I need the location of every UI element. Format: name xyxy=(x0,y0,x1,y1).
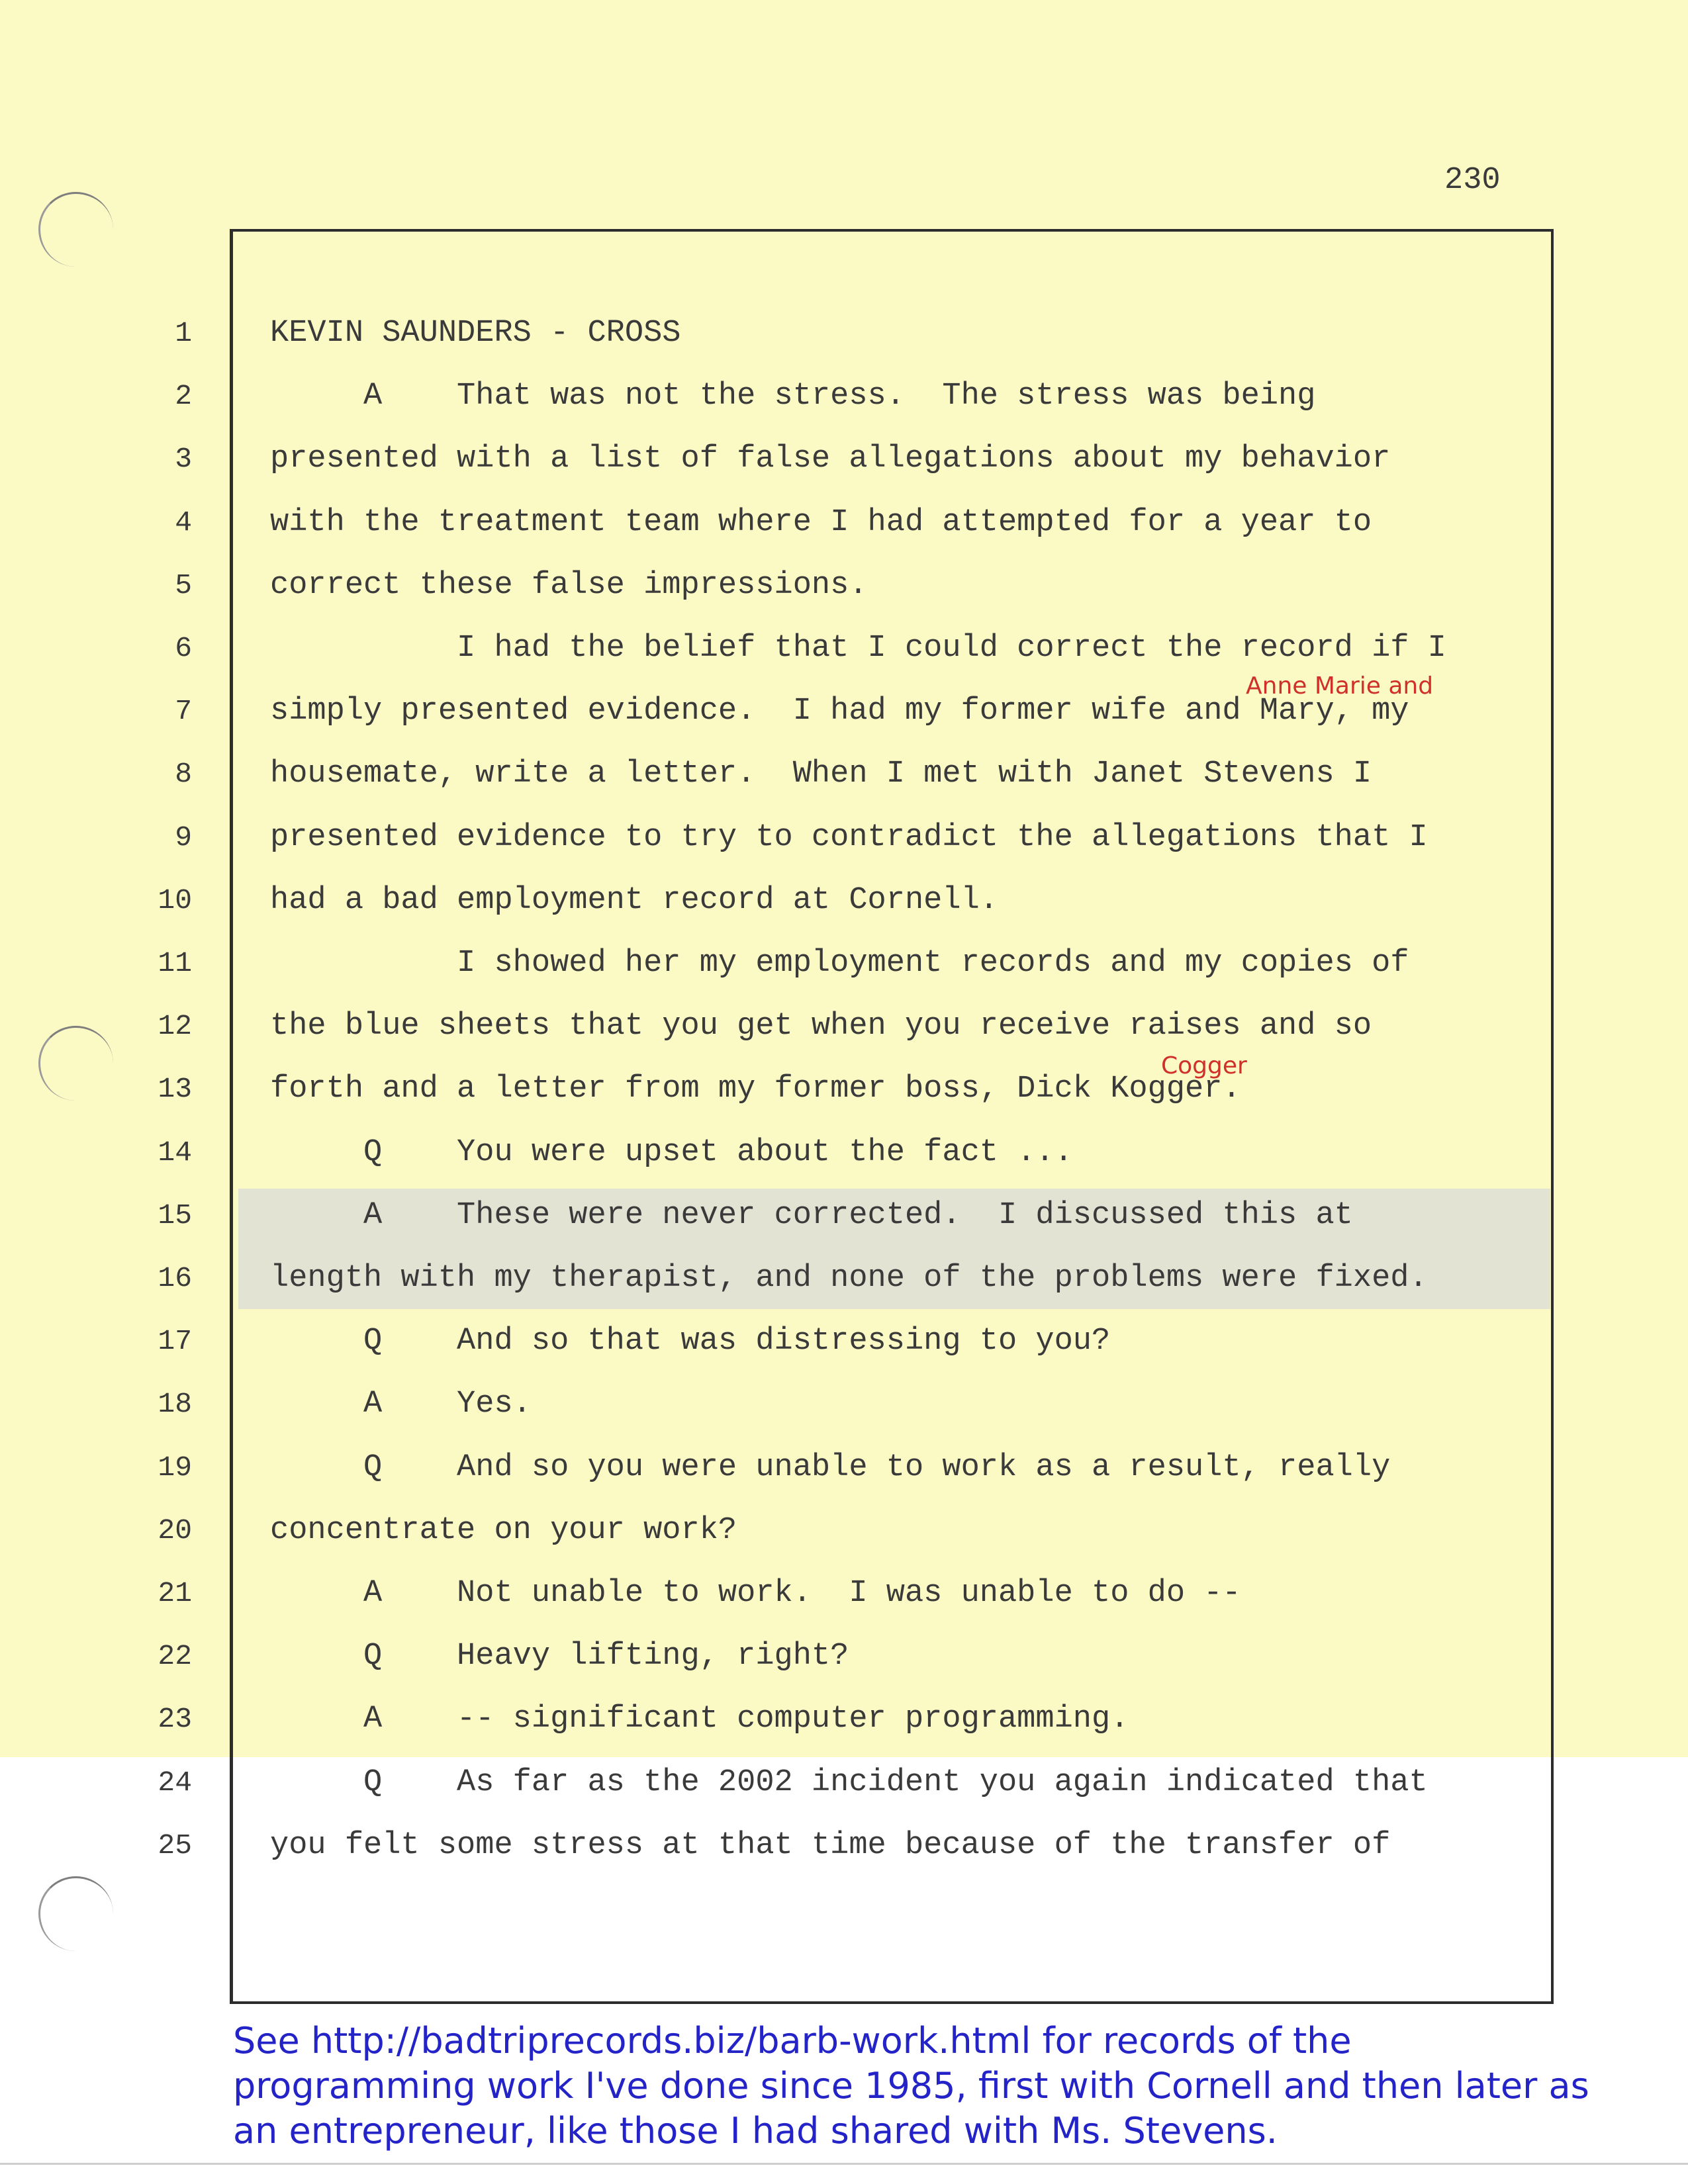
correction-annotation-line-7: Anne Marie and xyxy=(1246,672,1434,700)
punch-hole-top xyxy=(38,192,113,267)
transcript-line: forth and a letter from my former boss, Dick Kogger. xyxy=(270,1071,1241,1107)
transcript-line: presented evidence to try to contradict the allegations that I xyxy=(270,820,1428,855)
line-number: 12 xyxy=(158,1010,192,1042)
line-number: 5 xyxy=(175,569,192,602)
transcript-line: concentrate on your work? xyxy=(270,1513,737,1548)
transcript-line: Q As far as the 2002 incident you again indicated that xyxy=(270,1765,1428,1800)
line-number: 16 xyxy=(158,1262,192,1295)
footnote: See http://badtriprecords.biz/barb-work.html for records of the programming work I've done since 1985, first with Cornell and then later as an entrepreneur, like those I had shared with Ms. Stevens. xyxy=(233,2020,1589,2152)
punch-hole-middle xyxy=(38,1026,113,1101)
transcript-line: presented with a list of false allegations about my behavior xyxy=(270,441,1391,477)
transcript-line: I had the belief that I could correct the record if I xyxy=(270,631,1446,666)
line-number: 21 xyxy=(158,1577,192,1610)
line-number: 15 xyxy=(158,1199,192,1232)
line-number: 13 xyxy=(158,1073,192,1105)
transcript-line: with the treatment team where I had attempted for a year to xyxy=(270,505,1372,540)
line-number: 25 xyxy=(158,1829,192,1862)
transcript-line: length with my therapist, and none of the problems were fixed. xyxy=(270,1261,1428,1296)
transcript-line: A These were never corrected. I discussed this at xyxy=(270,1198,1353,1233)
transcript-line: had a bad employment record at Cornell. xyxy=(270,883,998,918)
line-number: 4 xyxy=(175,506,192,539)
transcript-line: Q And so you were unable to work as a result, really xyxy=(270,1450,1391,1485)
transcript-line: A Not unable to work. I was unable to do -- xyxy=(270,1576,1241,1611)
line-number: 8 xyxy=(175,758,192,790)
transcript-line: A That was not the stress. The stress was being xyxy=(270,379,1316,414)
line-number: 3 xyxy=(175,443,192,475)
line-number: 2 xyxy=(175,380,192,412)
transcript-line: you felt some stress at that time because of the transfer of xyxy=(270,1828,1391,1863)
bottom-rule xyxy=(0,2163,1688,2165)
transcript-line: Q And so that was distressing to you? xyxy=(270,1324,1111,1359)
line-number: 17 xyxy=(158,1325,192,1357)
line-number: 7 xyxy=(175,695,192,727)
transcript-line: A -- significant computer programming. xyxy=(270,1702,1129,1737)
transcript-line: Q Heavy lifting, right? xyxy=(270,1639,849,1674)
line-number: 9 xyxy=(175,821,192,854)
line-number: 10 xyxy=(158,884,192,917)
line-number: 23 xyxy=(158,1703,192,1735)
transcript-line: I showed her my employment records and my copies of xyxy=(270,946,1409,981)
transcript-line: the blue sheets that you get when you receive raises and so xyxy=(270,1009,1372,1044)
punch-hole-bottom xyxy=(38,1876,113,1951)
line-number: 18 xyxy=(158,1388,192,1420)
line-number: 20 xyxy=(158,1514,192,1547)
margin-line xyxy=(230,229,233,2004)
transcript-line: A Yes. xyxy=(270,1387,532,1422)
correction-annotation-line-13: Cogger xyxy=(1161,1052,1247,1079)
transcript-line: KEVIN SAUNDERS - CROSS xyxy=(270,316,681,351)
line-number: 24 xyxy=(158,1766,192,1799)
transcript-line: housemate, write a letter. When I met with Janet Stevens I xyxy=(270,756,1372,792)
transcript-line: correct these false impressions. xyxy=(270,568,868,603)
line-number: 22 xyxy=(158,1640,192,1672)
page-number: 230 xyxy=(1444,163,1501,198)
transcript-line: simply presented evidence. I had my former wife and Mary, my xyxy=(270,694,1409,729)
transcript-line: Q You were upset about the fact ... xyxy=(270,1135,1073,1170)
line-number: 6 xyxy=(175,632,192,664)
line-number: 11 xyxy=(158,947,192,979)
line-number: 1 xyxy=(175,317,192,349)
line-number: 14 xyxy=(158,1136,192,1169)
line-number: 19 xyxy=(158,1451,192,1484)
